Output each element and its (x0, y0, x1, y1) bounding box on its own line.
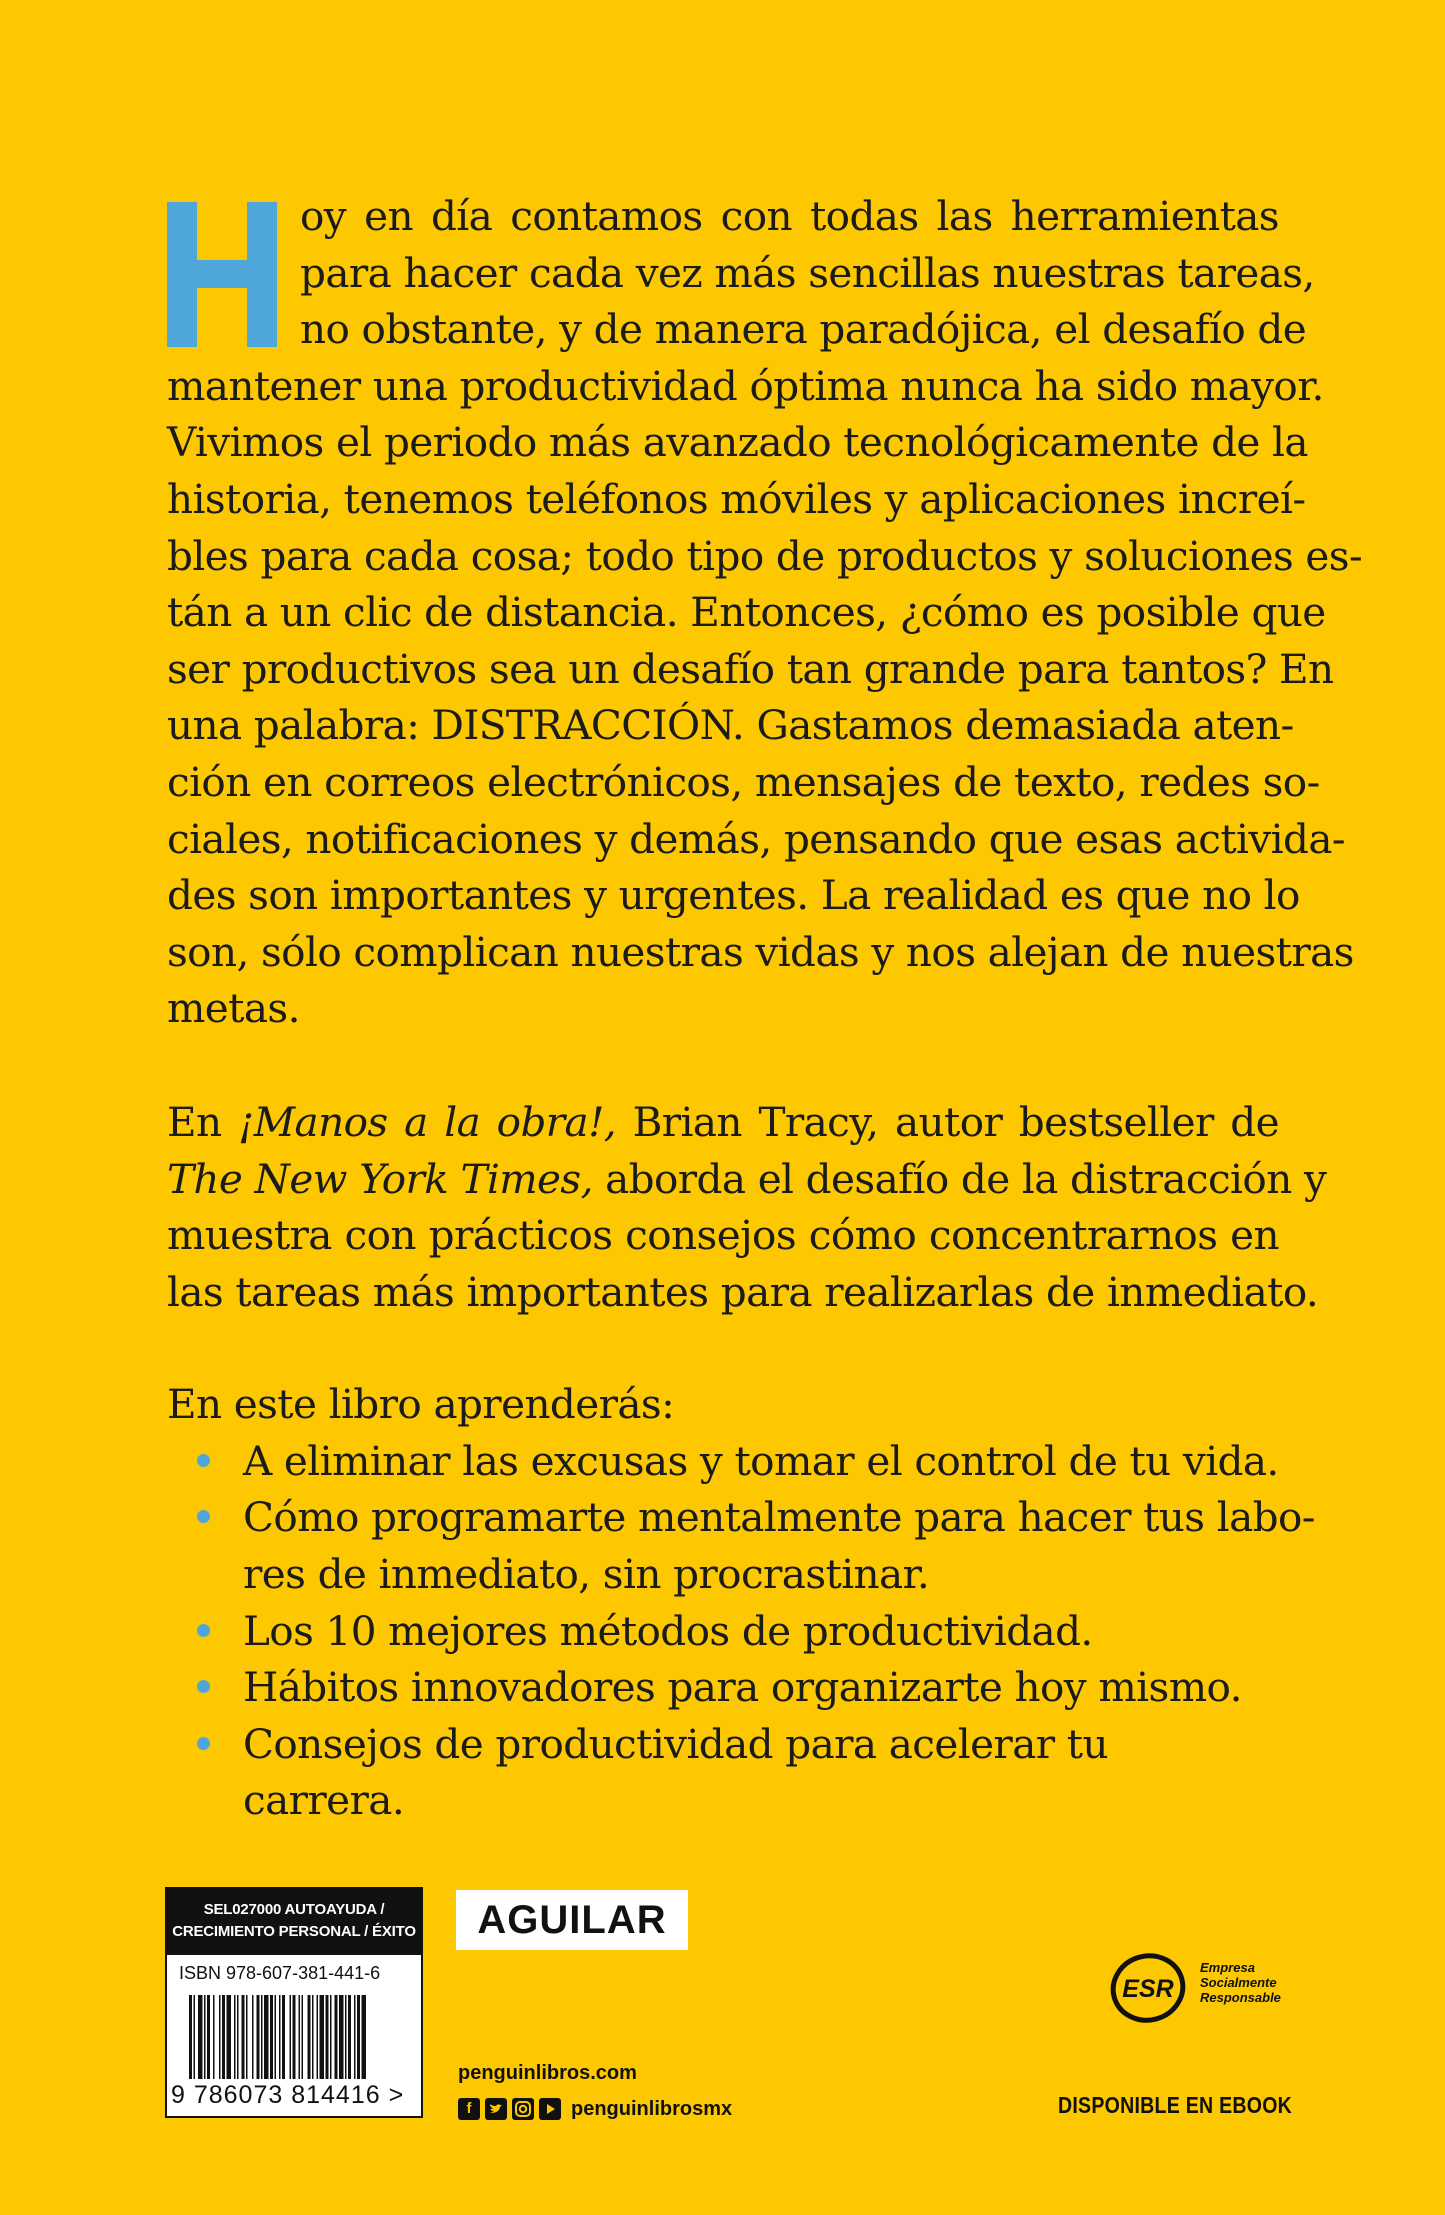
paragraph-book: En ¡Manos a la obra!, Brian Tracy, autor bestseller de The New York Times, aborda el desafío de la distracción y muestra con prácticos consejos cómo concentrarnos en las tareas más importantes para realizarlas de inmediato. (167, 1097, 1327, 1316)
esr-logo (1110, 1950, 1290, 2025)
drop-cap-h (167, 202, 277, 347)
bullet-dot (197, 1737, 210, 1750)
twitter-icon (485, 2098, 507, 2120)
category-label: SEL027000 AUTOAYUDA / CRECIMIENTO PERSONAL / ÉXITO (165, 1887, 423, 1955)
svg-text:Responsable: Responsable (1200, 1990, 1281, 2005)
barcode (175, 1995, 417, 2085)
social-links (458, 2096, 732, 2122)
social-handle: penguinlibrosmx (571, 2097, 733, 2120)
list-item: Hábitos innovadores para organizarte hoy mismo. (167, 1659, 1279, 1716)
ebook-note: DISPONIBLE EN EBOOK (1058, 2092, 1293, 2118)
learning-list (167, 1433, 1315, 1829)
bullet-dot (197, 1510, 210, 1523)
isbn-number: ISBN 978-607-381-441-6 (179, 1963, 381, 1983)
book-title: ¡Manos a la obra!, (238, 1097, 617, 1146)
list-intro: En este libro aprenderás: (167, 1380, 675, 1429)
youtube-icon (539, 2098, 561, 2120)
website: penguinlibros.com (458, 2062, 637, 2084)
bullet-dot (197, 1680, 210, 1693)
list-item: Consejos de productividad para acelerar tu carrera. (167, 1716, 1279, 1829)
facebook-icon: f (458, 2098, 480, 2120)
instagram-icon (512, 2098, 534, 2120)
back-cover-text (167, 188, 1363, 1829)
list-item: Los 10 mejores métodos de productividad. (167, 1603, 1279, 1660)
bullet-dot (197, 1624, 210, 1637)
esr-badge (1110, 1950, 1290, 2029)
svg-text:Empresa: Empresa (1200, 1960, 1255, 1975)
list-item: Cómo programarte mentalmente para hacer tus labo- res de inmediato, sin procrastinar. (167, 1489, 1279, 1602)
bullet-dot (197, 1454, 210, 1467)
barcode-digits: 9 786073 814416 > (171, 2081, 405, 2109)
svg-text:Socialmente: Socialmente (1200, 1975, 1277, 1990)
barcode-panel (165, 1955, 423, 2118)
list-item: A eliminar las excusas y tomar el control de tu vida. (167, 1433, 1279, 1490)
newspaper-title: The New York Times, (167, 1154, 593, 1203)
publisher-logo: AGUILAR (456, 1890, 688, 1950)
paragraph-intro: oy en día contamos con todas las herramientas para hacer cada vez más sencillas nuestras tareas, no obstante, y de manera paradójica, el desafío de mantener una productividad óptima nunca ha sido mayor. Vivimos el periodo más avanzado tecnológicamente de la historia, tenemos teléfonos móviles y aplicaciones increí- bles para cada cosa; todo tipo de productos y soluciones es- tán a un clic de distancia. Entonces, ¿cómo es posible que ser productivos sea un desafío tan grande para tantos? En una palabra: DISTRACCIÓN. Gastamos demasiada aten- ción en correos electrónicos, mensajes de texto, redes so- ciales, notificaciones y demás, pensando que esas activida- des son importantes y urgentes. La realidad es que no lo son, sólo complican nuestras vidas y nos alejan de nuestras metas. (167, 192, 1363, 1033)
svg-text:ESR: ESR (1122, 1975, 1174, 2003)
